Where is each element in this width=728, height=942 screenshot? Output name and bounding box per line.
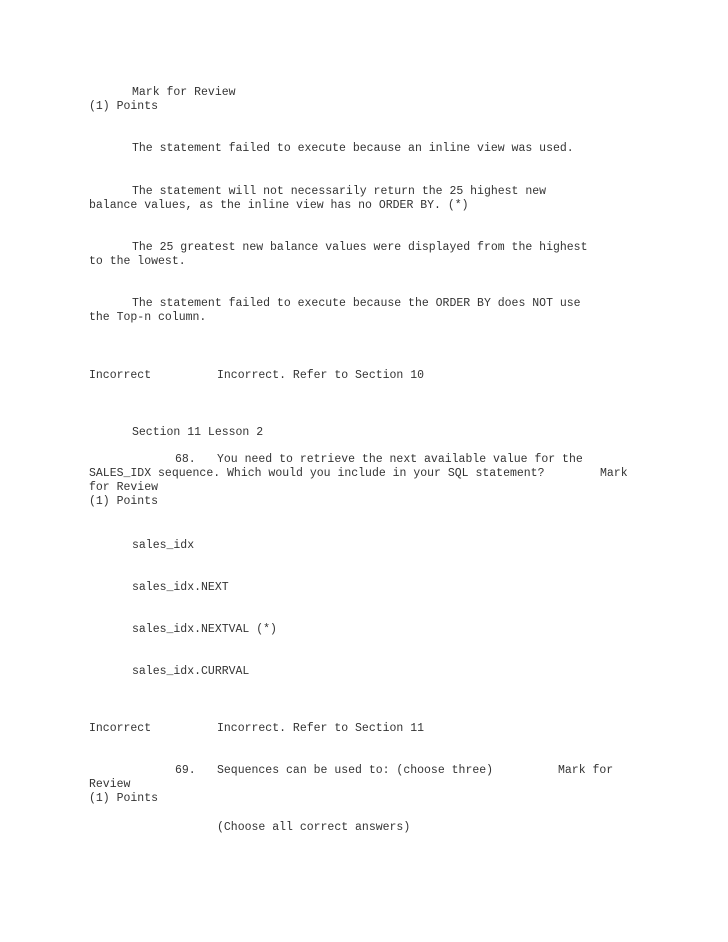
- answer-option-continuation: balance values, as the inline view has no ORDER BY. (*): [89, 199, 469, 212]
- section-header: Section 11 Lesson 2: [132, 426, 264, 439]
- answer-option[interactable]: sales_idx.NEXTVAL (*): [132, 623, 277, 636]
- mark-for-review-label[interactable]: Review: [89, 778, 131, 791]
- question-number: 68.: [175, 453, 196, 466]
- mark-for-review-label[interactable]: Mark: [600, 467, 628, 480]
- mark-for-review-label[interactable]: Mark for: [558, 764, 614, 777]
- points-label: (1) Points: [89, 792, 159, 805]
- answer-option[interactable]: The 25 greatest new balance values were displayed from the highest: [132, 241, 588, 254]
- answer-option[interactable]: The statement will not necessarily return the 25 highest new: [132, 185, 547, 198]
- result-status: Incorrect: [89, 369, 152, 382]
- points-label: (1) Points: [89, 100, 159, 113]
- result-status: Incorrect: [89, 722, 152, 735]
- answer-option[interactable]: sales_idx.NEXT: [132, 581, 229, 594]
- answer-option[interactable]: The statement failed to execute because an inline view was used.: [132, 142, 574, 155]
- answer-option-continuation: to the lowest.: [89, 255, 186, 268]
- question-text: Sequences can be used to: (choose three): [217, 764, 494, 777]
- mark-for-review-label[interactable]: for Review: [89, 481, 159, 494]
- mark-for-review-label[interactable]: Mark for Review: [132, 86, 236, 99]
- points-label: (1) Points: [89, 495, 159, 508]
- question-number: 69.: [175, 764, 196, 777]
- answer-option-continuation: the Top-n column.: [89, 311, 207, 324]
- answer-option[interactable]: The statement failed to execute because the ORDER BY does NOT use: [132, 297, 581, 310]
- answer-option[interactable]: sales_idx: [132, 539, 195, 552]
- answer-option[interactable]: sales_idx.CURRVAL: [132, 665, 250, 678]
- result-message: Incorrect. Refer to Section 10: [217, 369, 425, 382]
- question-text: You need to retrieve the next available value for the: [217, 453, 583, 466]
- result-message: Incorrect. Refer to Section 11: [217, 722, 425, 735]
- question-text-continuation: SALES_IDX sequence. Which would you include in your SQL statement?: [89, 467, 545, 480]
- answer-instruction: (Choose all correct answers): [217, 821, 411, 834]
